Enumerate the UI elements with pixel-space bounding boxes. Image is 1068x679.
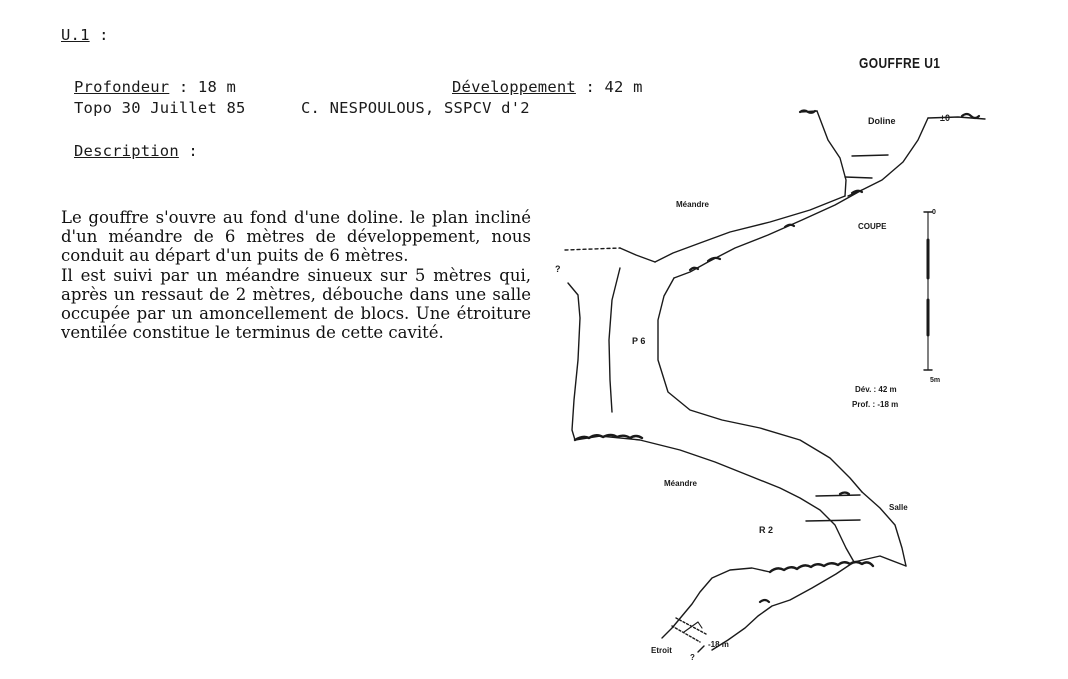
description-paragraph-1: Le gouffre s'ouvre au fond d'une doline. le plan incliné d'un méandre de 6 mètres de développement, nous conduit au départ d'un puits de 6 mètres. (61, 208, 531, 266)
lower-passage-block (760, 600, 769, 602)
label-zero: ±0 (940, 113, 950, 123)
label-depth-bottom: -18 m (708, 640, 729, 649)
lower-passage-right (712, 562, 854, 650)
shaft-right-wall (658, 278, 862, 492)
doline-left-wall (817, 111, 846, 196)
etroit-end (698, 646, 704, 652)
label-salle: Salle (889, 503, 908, 512)
label-etroit: Etroit (651, 646, 672, 655)
meander-upper-end (620, 248, 655, 262)
depth-label: Profondeur (74, 78, 170, 96)
doline-right-wall (848, 118, 928, 196)
label-scale-bottom: 5m (930, 377, 941, 384)
label-meandre-top: Méandre (676, 200, 709, 209)
floor-block-2 (785, 225, 794, 227)
salle-floor-blocks (770, 562, 873, 572)
label-prof: Prof. : -18 m (852, 400, 899, 409)
label-r2: R 2 (759, 525, 774, 535)
shaft-left-wall (568, 283, 580, 440)
lower-passage-left (662, 568, 770, 638)
description-suffix: : (178, 142, 198, 160)
meander-extension (565, 248, 620, 250)
salle-ledge-2 (806, 520, 860, 521)
label-dev: Dév. : 42 m (855, 385, 897, 394)
description-label: Description (74, 142, 179, 160)
label-doline: Doline (868, 116, 896, 126)
section-id: U.1 (61, 26, 90, 44)
survey-title: GOUFFRE U1 (859, 55, 941, 72)
development-label: Développement (452, 78, 576, 96)
label-question-top: ? (555, 264, 561, 274)
label-meandre-mid: Méandre (664, 479, 697, 488)
section-suffix: : (89, 26, 109, 44)
development-value: : 42 m (575, 78, 643, 96)
depth-value: : 18 m (169, 78, 237, 96)
shaft-bottom (575, 436, 854, 562)
label-question-bottom: ? (690, 653, 695, 662)
doline-ledge-1 (852, 155, 888, 156)
label-p6: P 6 (632, 336, 646, 346)
label-coupe: COUPE (858, 222, 887, 231)
shaft-inner-wall (609, 268, 620, 412)
authors: C. NESPOULOUS, SSPCV d'2 (301, 99, 530, 117)
doline-ledge-2 (845, 177, 872, 178)
salle-ledge-1 (816, 495, 860, 496)
salle-ledge-block (840, 493, 849, 495)
description-paragraph-2: Il est suivi par un méandre sinueux sur 5 mètres qui, après un ressaut de 2 mètres, débouche dans une salle occupée par un amoncellement de blocs. Une étroiture ventilée constitue le terminus de cette cavité. (61, 265, 531, 343)
topo-date: Topo 30 Juillet 85 (74, 99, 246, 117)
label-scale-top: 0 (932, 209, 936, 216)
